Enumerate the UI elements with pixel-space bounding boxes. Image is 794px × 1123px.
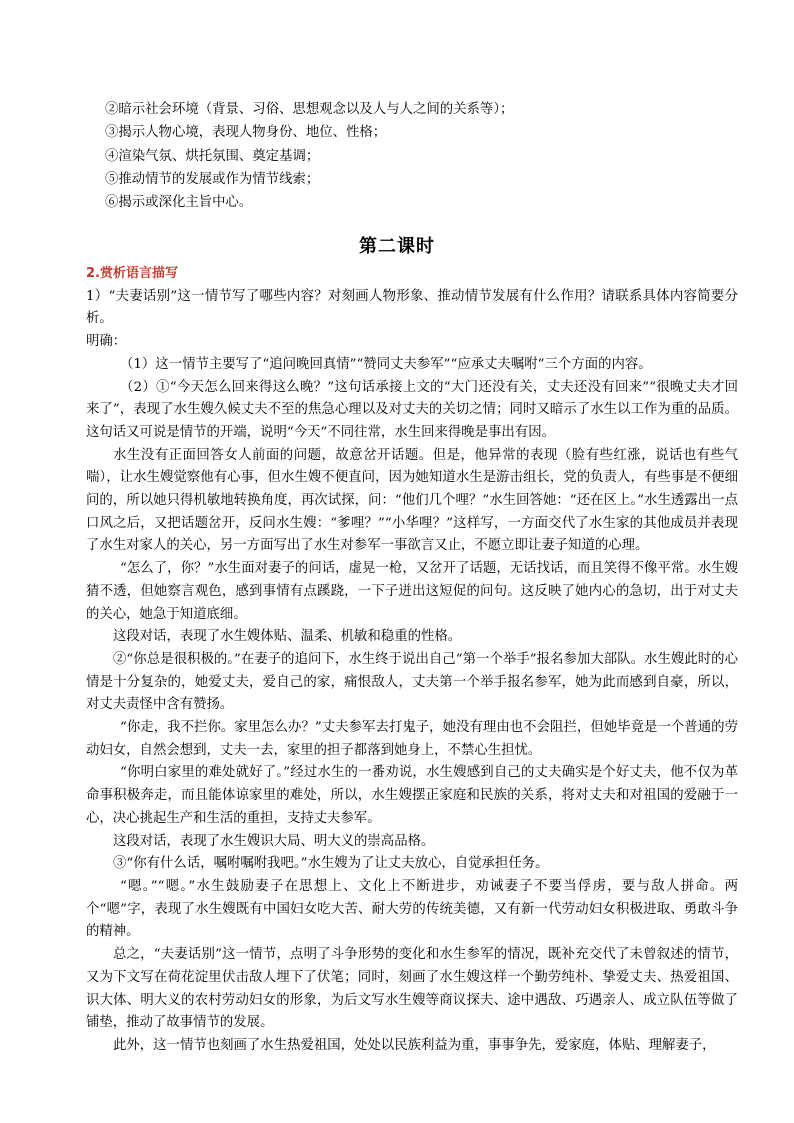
paragraph: 这段对话，表现了水生嫂识大局、明大义的崇高品格。: [113, 833, 435, 849]
list-item: ②暗示社会环境（背景、习俗、思想观念以及人与人之间的关系等）；: [105, 102, 514, 117]
paragraph: （2）①“今天怎么回来得这么晚？”这句话承接上文的“大门还没有关，丈夫还没有回来”“很晚丈夫才回来了”，表现了水生嫂久候丈夫不至的焦急心理以及对丈夫的关切之情；同时又暗示了水生以工作为重的品质。这句话又可说是情节的开端，说明“今天”不同往常，水生回来得晚是事出有因。: [86, 379, 738, 440]
paragraph: 这段对话，表现了水生嫂体贴、温柔、机敏和稳重的性格。: [113, 629, 462, 645]
paragraph: 水生没有正面回答女人前面的问题，故意岔开话题。但是，他异常的表现（脸有些红涨，说话也有些气喘），让水生嫂觉察他有心事，但水生嫂不便直问，因为她知道水生是游击组长，党的负责人，有些事是不便细问的，所以她只得机敏地转换角度，再次试探，问：“他们几个哩？”水生回答她：“还在区上。”水生透露出一点口风之后，又把话题岔开，反问水生嫂：“爹哩？”“小华哩？”这样写，一方面交代了水生家的其他成员并表现了水生对家人的关心，另一方面写出了水生对参军一事欲言又止，不愿立即让妻子知道的心理。: [86, 447, 738, 554]
paragraph-container: [86, 286, 738, 1058]
body-text: [86, 263, 738, 1058]
paragraph: “嗯。”“嗯。”水生鼓励妻子在思想上、文化上不断进步，劝诫妻子不要当俘虏，要与敌人拼命。两个“嗯”字，表现了水生嫂既有中国妇女吃大苦、耐大劳的传统美德，又有新一代劳动妇女积极进取、勇敢斗争的精神。: [86, 878, 738, 940]
paragraph: ③“你有什么话，嘱咐嘱咐我吧。”水生嫂为了让丈夫放心，自觉承担任务。: [113, 856, 549, 872]
function-list: [105, 98, 725, 214]
paragraph: （1）这一情节主要写了“追问晚回真情”“赞同丈夫参军”“应承丈夫嘱咐”三个方面的内容。: [120, 356, 652, 372]
paragraph: ②“你总是很积极的。”在妻子的追问下，水生终于说出自己“第一个举手”报名参加大部队。水生嫂此时的心情是十分复杂的，她爱丈夫，爱自己的家，痛恨敌人，丈夫第一个举手报名参军，她为此而感到自豪，所以，对丈夫责怪中含有赞扬。: [86, 651, 738, 713]
lesson-title: 第二课时: [359, 236, 435, 257]
paragraph: 总之，“夫妻话别”这一情节，点明了斗争形势的变化和水生参军的情况，既补充交代了未曾叙述的情节，又为下文写在荷花淀里伏击敌人埋下了伏笔；同时，刻画了水生嫂这样一个勤劳纯朴、挚爱丈夫、热爱祖国、识大体、明大义的农村劳动妇女的形象，为后文写水生嫂等商议探夫、途中遇敌、巧遇亲人、成立队伍等做了铺垫，推动了故事情节的发展。: [86, 947, 738, 1031]
list-item: ③揭示人物心境，表现人物身份、地位、性格；: [105, 125, 387, 141]
paragraph: “你走，我不拦你。家里怎么办？”丈夫参军去打鬼子，她没有理由也不会阻拦，但她毕竟是一个普通的劳动妇女，自然会想到，丈夫一去，家里的担子都落到她身上，不禁心生担忧。: [86, 720, 738, 758]
paragraph: “你明白家里的难处就好了。”经过水生的一番劝说，水生嫂感到自己的丈夫确实是个好丈夫，他不仅为革命事积极奔走，而且能体谅家里的难处，所以，水生嫂摆正家庭和民族的关系，将对丈夫和对祖国的爱融于一心，决心挑起生产和生活的重担，支持丈夫参军。: [86, 765, 738, 826]
section-heading: 2.赏析语言描写: [86, 266, 178, 281]
paragraph: 明确：: [86, 334, 127, 350]
list-item: ⑤推动情节的发展或作为情节线索；: [105, 171, 320, 187]
paragraph: “怎么了，你？”水生面对妻子的问话，虚晃一枪，又岔开了话题，无话找话，而且笑得不像平常。水生嫂猜不透，但她察言观色，感到事情有点蹊跷，一下子迸出这短促的问句。这反映了她内心的急切，出于对丈夫的关心，她急于知道底细。: [86, 561, 738, 622]
list-item: ④渲染气氛、烘托氛围、奠定基调；: [105, 148, 320, 164]
paragraph: 1）“夫妻话别”这一情节写了哪些内容？对刻画人物形象、推动情节发展有什么作用？请联系具体内容简要分析。: [86, 288, 738, 327]
paragraph: 此外，这一情节也刻画了水生热爱祖国，处处以民族利益为重，事事争先，爱家庭，体贴、理解妻子，: [113, 1037, 716, 1053]
list-item: ⑥揭示或深化主旨中心。: [105, 195, 253, 211]
